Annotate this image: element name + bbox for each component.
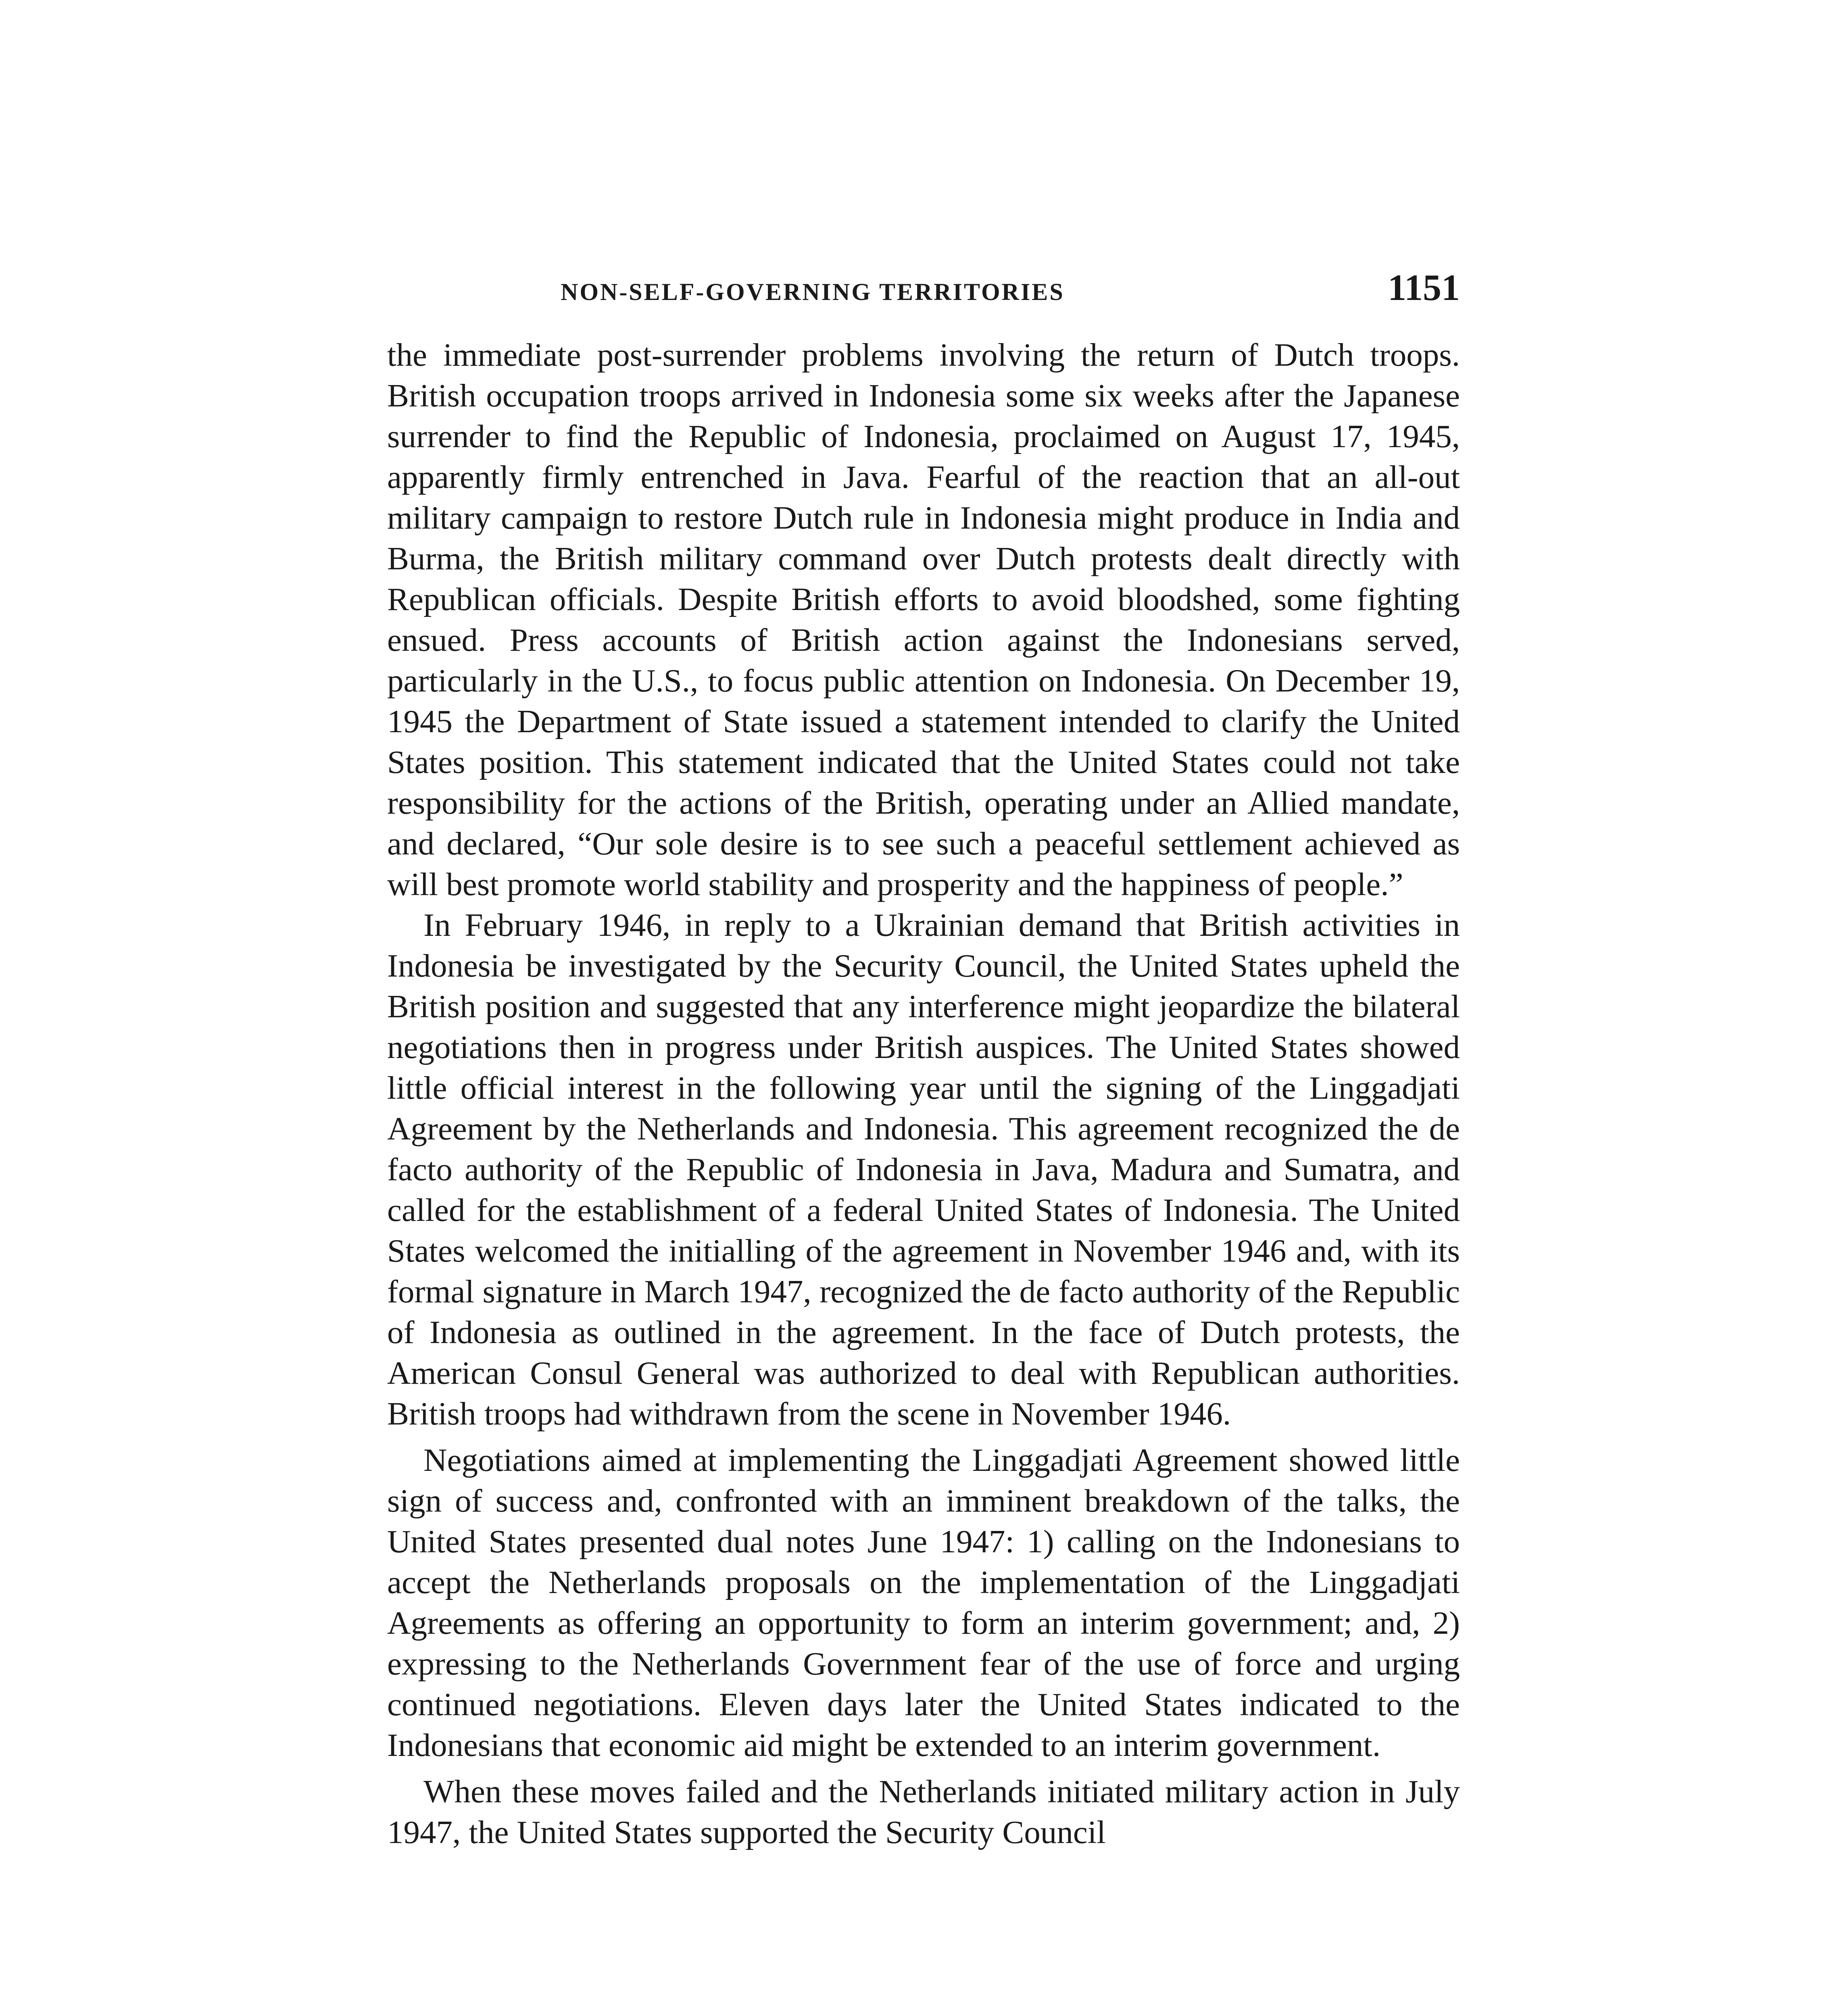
paragraph: Negotiations aimed at implementing the Linggadjati Agreement showed little sign of success and, confronted with an imminent breakdown of the talks, the United States presented dual notes June 1947: 1) calling on the Indonesians to accept the Netherlands proposals on the implementation of the Linggadjati Agreements as offering an opportunity to form an interim government; and, 2) expressing to the Netherlands Government fear of the use of force and urging continued negotiations. Eleven days later the United States indicated to the Indonesians that economic aid might be extended to an interim government. [387, 1442, 1460, 1763]
running-head [387, 266, 1460, 314]
body-text [387, 335, 1460, 1853]
page-number: 1151 [1388, 267, 1460, 308]
paragraph: In February 1946, in reply to a Ukrainian demand that British activities in Indonesia be investigated by the Security Council, the United States upheld the British position and suggested that any interference might jeopardize the bilateral negotiations then in progress under British auspices. The United States showed little official interest in the following year until the signing of the Linggadjati Agreement by the Netherlands and Indonesia. This agreement recognized the de facto authority of the Republic of Indonesia in Java, Madura and Sumatra, and called for the establishment of a federal United States of Indonesia. The United States welcomed the initialling of the agreement in November 1946 and, with its formal signature in March 1947, recognized the de facto authority of the Republic of Indonesia as outlined in the agreement. In the face of Dutch protests, the American Consul General was authorized to deal with Republican authorities. British troops had withdrawn from the scene in November 1946. [387, 907, 1460, 1432]
paragraph: When these moves failed and the Netherlands initiated military action in July 1947, the United States supported the Security Council [387, 1773, 1460, 1850]
running-title: NON-SELF-GOVERNING TERRITORIES [561, 279, 1065, 305]
paragraph-continued: the immediate post-surrender problems involving the return of Dutch troops. British occupation troops arrived in Indonesia some six weeks after the Japanese surrender to find the Republic of Indonesia, proclaimed on August 17, 1945, apparently firmly entrenched in Java. Fearful of the reaction that an all-out military campaign to restore Dutch rule in Indonesia might produce in India and Burma, the British military command over Dutch protests dealt directly with Republican officials. Despite British efforts to avoid bloodshed, some fighting ensued. Press accounts of British action against the Indonesians served, particularly in the U.S., to focus public attention on Indonesia. On December 19, 1945 the Department of State issued a statement intended to clarify the United States position. This statement indicated that the United States could not take responsibility for the actions of the British, operating under an Allied mandate, and declared, “Our sole desire is to see such a peaceful settlement achieved as will best promote world stability and prosperity and the happiness of people.” [387, 337, 1460, 902]
